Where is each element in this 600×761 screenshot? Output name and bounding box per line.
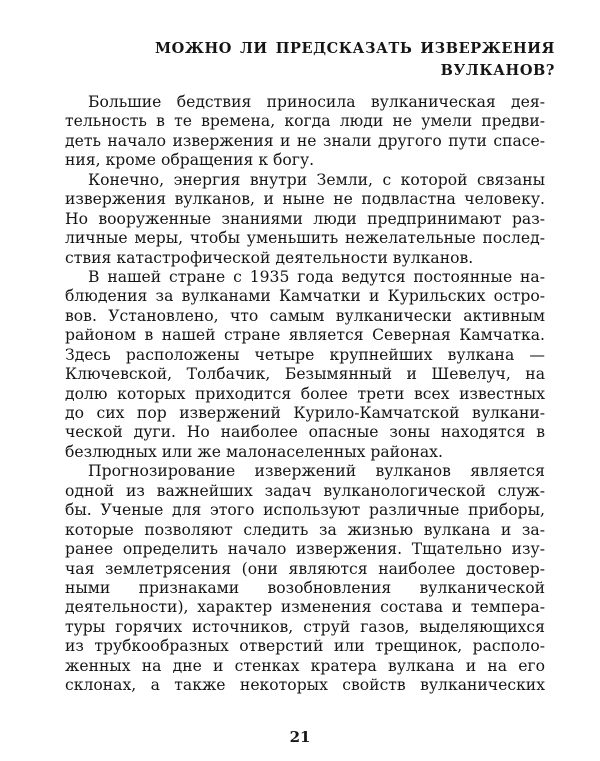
text-line: Большие бедствия приносила вулканическая дея- bbox=[88, 93, 545, 111]
text-line: бы. Ученые для этого используют различные приборы, bbox=[65, 501, 545, 520]
text-line: ния, кроме обращения к богу. bbox=[65, 151, 315, 170]
text-line: В нашей стране с 1935 года ведутся постоянные на- bbox=[88, 267, 545, 286]
text-line: вов. Установлено, что самым вулканически активным bbox=[65, 306, 545, 325]
text-line: до сих пор извержений Курило-Камчатской вулкани- bbox=[65, 404, 545, 422]
text-line: долю которых приходится более трети всех известных bbox=[65, 384, 545, 403]
paragraph bbox=[65, 268, 545, 462]
text-line: извержения вулканов, и ныне не подвластна человеку. bbox=[65, 190, 545, 209]
heading-line-2: ВУЛКАНОВ? bbox=[440, 62, 555, 79]
paragraph bbox=[65, 462, 545, 695]
text-line: личные меры, чтобы уменьшить нежелательные послед- bbox=[65, 229, 545, 248]
text-line: деть начало извержения и не знали другого пути спасе- bbox=[65, 131, 545, 150]
text-line: тельность в те времена, когда люди не умели предви- bbox=[65, 112, 545, 131]
text-line: чая землетрясения (они являются наиболее достовер- bbox=[65, 559, 545, 578]
text-line: Здесь расположены четыре крупнейших вулкана — bbox=[65, 345, 545, 364]
text-line: безлюдных или же малонаселенных районах. bbox=[65, 442, 443, 461]
text-line: одной из важнейших задач вулканологической служ- bbox=[65, 481, 545, 500]
text-line: районом в нашей стране является Северная Камчатка. bbox=[65, 326, 545, 345]
text-line: ствия катастрофической деятельности вулканов. bbox=[65, 248, 474, 267]
text-line: склонах, а также некоторых свойств вулканических bbox=[65, 676, 545, 695]
text-line: ными признаками возобновления вулканической bbox=[65, 578, 545, 597]
page-number: 21 bbox=[289, 728, 311, 746]
text-line: ранее определить начало извержения. Тщательно изу- bbox=[65, 540, 545, 559]
text-line: Прогнозирование извержений вулканов является bbox=[88, 462, 545, 481]
heading-line-1: МОЖНО ЛИ ПРЕДСКАЗАТЬ ИЗВЕРЖЕНИЯ bbox=[155, 40, 555, 57]
text-line: блюдения за вулканами Камчатки и Курильских остро- bbox=[65, 287, 545, 306]
body-text bbox=[65, 93, 545, 696]
text-line: из трубкообразных отверстий или трещинок, располо- bbox=[65, 637, 545, 656]
text-line: которые позволяют следить за жизнью вулкана и за- bbox=[65, 520, 545, 539]
text-line: Но вооруженные знаниями люди предпринимают раз- bbox=[65, 209, 545, 228]
text-line: женных на дне и стенках кратера вулкана и на его bbox=[65, 656, 545, 675]
text-line: Конечно, энергия внутри Земли, с которой связаны bbox=[88, 170, 545, 189]
text-line: деятельности), характер изменения состава и темпера- bbox=[65, 598, 545, 617]
paragraph bbox=[65, 171, 545, 268]
text-line: Ключевской, Толбачик, Безымянный и Шевелуч, на bbox=[65, 365, 545, 384]
paragraph bbox=[65, 93, 545, 171]
chapter-heading bbox=[155, 38, 555, 82]
text-line: туры горячих источников, струй газов, выделяющихся bbox=[65, 617, 545, 636]
text-line: ческой дуги. Но наиболее опасные зоны находятся в bbox=[65, 423, 545, 442]
